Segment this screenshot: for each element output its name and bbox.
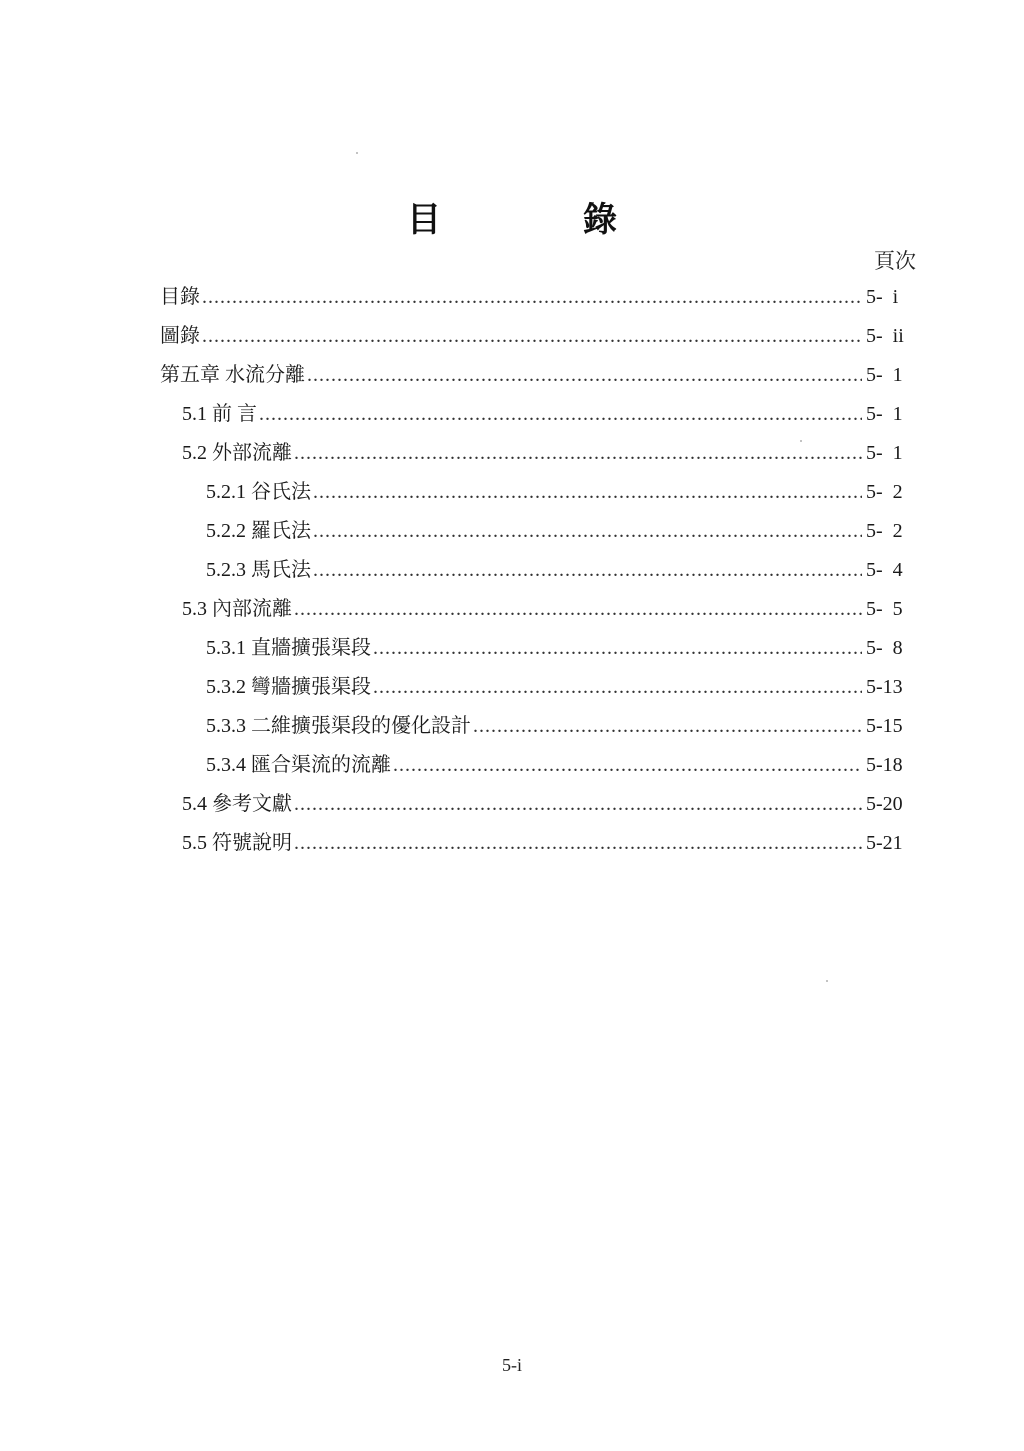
toc-entry[interactable]	[160, 709, 914, 748]
toc-entry[interactable]	[160, 553, 914, 592]
toc-entry-page: 5- 2	[866, 520, 903, 542]
toc-entry-label: 5.2.1 谷氏法	[206, 481, 311, 503]
toc-entry[interactable]	[160, 787, 914, 826]
toc-entry-label: 目錄	[160, 286, 200, 308]
scan-speck	[800, 440, 802, 442]
toc-entry-page: 5- i	[866, 286, 899, 308]
toc-dot-leader	[202, 286, 862, 309]
toc-entry[interactable]	[160, 826, 914, 865]
toc-dot-leader	[473, 715, 862, 738]
toc-entry-label: 圖錄	[160, 325, 200, 347]
scan-speck	[356, 152, 358, 154]
toc-entry-label: 5.2.3 馬氏法	[206, 559, 311, 581]
toc-entry-page: 5- 2	[866, 481, 903, 503]
toc-dot-leader	[294, 598, 862, 621]
toc-entry[interactable]	[160, 319, 914, 358]
toc-entry-page: 5- 1	[866, 364, 903, 386]
toc-dot-leader	[294, 832, 862, 855]
toc-entry-page: 5- 4	[866, 559, 903, 581]
toc-dot-leader	[259, 403, 862, 426]
toc-dot-leader	[202, 325, 862, 348]
toc-entry[interactable]	[160, 358, 914, 397]
toc-entry-page: 5- 5	[866, 598, 903, 620]
toc-entry[interactable]	[160, 475, 914, 514]
toc-entry-page: 5-18	[866, 754, 903, 776]
toc-entry-label: 5.1 前 言	[182, 403, 257, 425]
toc-entry-page: 5- 1	[866, 442, 903, 464]
footer-page-number: 5-i	[502, 1355, 522, 1375]
toc-dot-leader	[313, 559, 862, 582]
toc-entry-label: 5.3.2 彎牆擴張渠段	[206, 676, 371, 698]
toc-entry[interactable]	[160, 592, 914, 631]
toc-entry-label: 5.2 外部流離	[182, 442, 292, 464]
toc-entry[interactable]	[160, 748, 914, 787]
toc-dot-leader	[373, 637, 862, 660]
toc-entry-page: 5-15	[866, 715, 903, 737]
table-of-contents	[160, 280, 914, 865]
toc-dot-leader	[393, 754, 862, 777]
toc-entry-label: 5.5 符號說明	[182, 832, 292, 854]
toc-entry[interactable]	[160, 670, 914, 709]
toc-entry-label: 5.3.1 直牆擴張渠段	[206, 637, 371, 659]
toc-entry-label: 5.2.2 羅氏法	[206, 520, 311, 542]
toc-entry-page: 5- 8	[866, 637, 903, 659]
toc-entry[interactable]	[160, 397, 914, 436]
page-title: 目 錄	[407, 200, 671, 240]
toc-dot-leader	[313, 481, 862, 504]
toc-entry[interactable]	[160, 631, 914, 670]
toc-entry-label: 5.4 參考文獻	[182, 793, 292, 815]
toc-entry-label: 5.3.3 二維擴張渠段的優化設計	[206, 715, 471, 737]
toc-entry-label: 5.3.4 匯合渠流的流離	[206, 754, 391, 776]
page-column-header: 頁次	[874, 249, 916, 273]
toc-dot-leader	[294, 442, 862, 465]
toc-dot-leader	[313, 520, 862, 543]
toc-entry[interactable]	[160, 514, 914, 553]
toc-dot-leader	[294, 793, 862, 816]
toc-dot-leader	[373, 676, 862, 699]
toc-entry-label: 第五章 水流分離	[160, 364, 305, 386]
toc-entry-page: 5-20	[866, 793, 903, 815]
toc-dot-leader	[307, 364, 862, 387]
toc-entry-page: 5-21	[866, 832, 903, 854]
toc-entry-page: 5- ii	[866, 325, 904, 347]
toc-entry-label: 5.3 內部流離	[182, 598, 292, 620]
toc-entry-page: 5- 1	[866, 403, 903, 425]
toc-entry[interactable]	[160, 280, 914, 319]
scan-speck	[826, 980, 828, 982]
toc-entry-page: 5-13	[866, 676, 903, 698]
